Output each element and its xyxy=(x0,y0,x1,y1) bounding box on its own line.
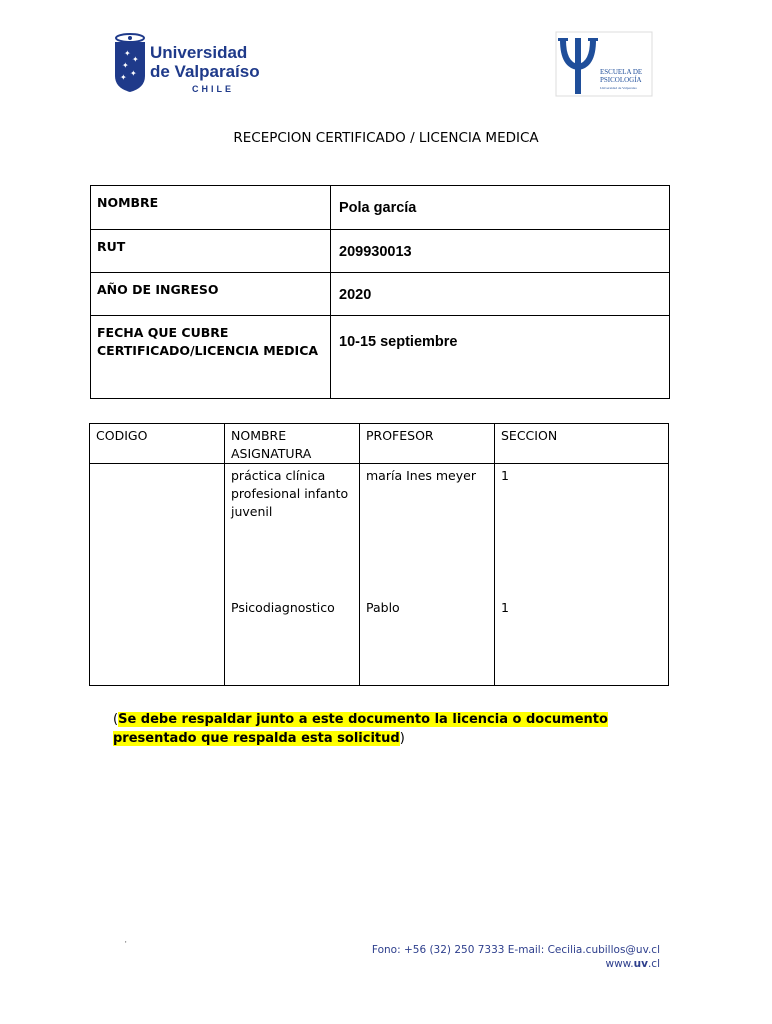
section-2: 1 xyxy=(501,600,509,615)
svg-text:✦: ✦ xyxy=(124,49,131,58)
svg-text:✦: ✦ xyxy=(132,55,139,64)
student-info-table xyxy=(90,185,670,399)
year-value: 2020 xyxy=(331,273,670,316)
uv-logo-line1: Universidad xyxy=(150,43,248,62)
seccion-cell xyxy=(495,464,669,686)
document-title xyxy=(0,129,772,146)
uv-logo-line3: CHILE xyxy=(192,84,234,94)
header-codigo: CODIGO xyxy=(90,424,225,464)
school-logo-line3: Universidad de Valparaíso xyxy=(600,86,637,90)
subject-name-2: Psicodiagnostico xyxy=(231,600,335,615)
footer-contact xyxy=(300,943,660,971)
footer-web-bold: uv xyxy=(633,958,648,970)
codigo-entry-1 xyxy=(96,467,218,599)
note-close-paren: ) xyxy=(399,731,405,746)
year-label: AÑO DE INGRESO xyxy=(91,273,331,316)
dates-label xyxy=(91,316,331,399)
professor-2: Pablo xyxy=(366,600,400,615)
section-1: 1 xyxy=(501,468,509,483)
name-value: Pola garcía xyxy=(331,186,670,230)
professor-1: maría Ines meyer xyxy=(366,468,476,483)
note-highlighted-text: Se debe respaldar junto a este documento la licencia o documento presentado que respalda esta solicitud xyxy=(113,712,608,746)
escuela-de-psicologia-logo xyxy=(556,32,652,96)
nombre-cell xyxy=(225,464,360,686)
table-row xyxy=(91,230,670,273)
footer-website[interactable] xyxy=(300,957,660,971)
profesor-cell xyxy=(360,464,495,686)
footer-contact-line: Fono: +56 (32) 250 7333 E-mail: Cecilia.cubillos@uv.cl xyxy=(371,944,660,956)
header-profesor: PROFESOR xyxy=(360,424,495,464)
school-logo-line2: PSICOLOGÍA xyxy=(600,76,642,84)
table-header-row xyxy=(90,424,669,464)
name-label: NOMBRE xyxy=(91,186,331,230)
codigo-cell xyxy=(90,464,225,686)
codigo-entry-2 xyxy=(96,599,218,685)
subjects-table xyxy=(89,423,669,686)
uv-shield-icon xyxy=(115,34,145,92)
document-title-text: RECEPCION CERTIFICADO / LICENCIA MEDICA xyxy=(233,130,539,146)
footer-web-prefix: www. xyxy=(605,958,634,970)
table-row xyxy=(91,186,670,230)
subject-name-1: práctica clínica profesional infanto juvenil xyxy=(231,468,349,519)
table-row xyxy=(91,316,670,399)
uv-logo-line2: de Valparaíso xyxy=(150,62,260,81)
support-note xyxy=(113,710,673,748)
table-row xyxy=(91,273,670,316)
dates-value: 10-15 septiembre xyxy=(331,316,670,399)
header-seccion: SECCION xyxy=(495,424,669,464)
footer-mark: ' xyxy=(125,940,127,949)
rut-label: RUT xyxy=(91,230,331,273)
universidad-de-valparaiso-logo xyxy=(112,32,260,96)
svg-text:✦: ✦ xyxy=(122,61,129,70)
rut-value: 209930013 xyxy=(331,230,670,273)
svg-text:✦: ✦ xyxy=(120,73,127,82)
note-open-paren: ( xyxy=(113,712,119,727)
svg-text:✦: ✦ xyxy=(130,69,137,78)
dates-label-line2: CERTIFICADO/LICENCIA MEDICA xyxy=(97,343,319,358)
footer-web-suffix: .cl xyxy=(647,958,660,970)
dates-label-line1: FECHA QUE CUBRE xyxy=(97,325,229,340)
table-row xyxy=(90,464,669,686)
header-nombre-asignatura: NOMBRE ASIGNATURA xyxy=(225,424,360,464)
school-logo-line1: ESCUELA DE xyxy=(600,68,643,76)
